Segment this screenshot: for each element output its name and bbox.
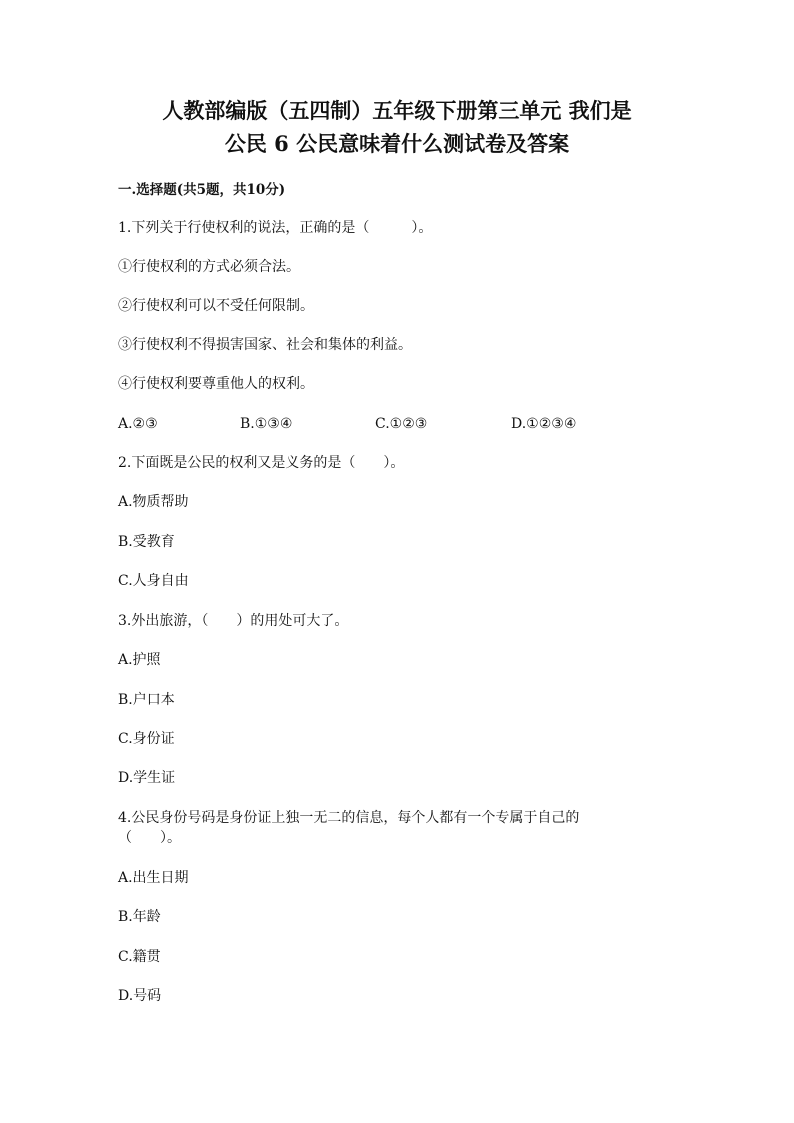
question-2-option-b[interactable]: B.受教育 — [118, 534, 175, 550]
question-4-stem-line-1: 4.公民身份号码是身份证上独一无二的信息，每个人都有一个专属于自己的 — [118, 810, 580, 826]
section-heading-multiple-choice: 一.选择题(共5题，共10分) — [118, 182, 286, 198]
question-1-statement-3: ③行使权利不得损害国家、社会和集体的利益。 — [118, 337, 412, 353]
question-3-option-b[interactable]: B.户口本 — [118, 692, 175, 708]
question-2-option-c[interactable]: C.人身自由 — [118, 573, 189, 589]
question-2-option-a[interactable]: A.物质帮助 — [118, 494, 189, 510]
question-3-option-d[interactable]: D.学生证 — [118, 770, 176, 786]
question-2-stem: 2.下面既是公民的权利又是义务的是（ ）。 — [118, 455, 405, 471]
question-1-option-b[interactable]: B.①③④ — [240, 416, 293, 432]
question-4-option-a[interactable]: A.出生日期 — [118, 870, 189, 886]
question-1-statement-2: ②行使权利可以不受任何限制。 — [118, 298, 314, 314]
question-1-option-a[interactable]: A.②③ — [118, 416, 158, 432]
question-4-stem-line-2: （ ）。 — [118, 830, 181, 846]
question-1-stem: 1.下列关于行使权利的说法，正确的是（ ）。 — [118, 220, 433, 236]
question-1-statement-1: ①行使权利的方式必须合法。 — [118, 259, 300, 275]
question-3-stem: 3.外出旅游，（ ）的用处可大了。 — [118, 613, 349, 629]
question-3-option-c[interactable]: C.身份证 — [118, 731, 175, 747]
question-1-option-c[interactable]: C.①②③ — [375, 416, 428, 432]
document-title-line-1: 人教部编版（五四制）五年级下册第三单元 我们是 — [162, 98, 632, 123]
question-4-option-d[interactable]: D.号码 — [118, 988, 162, 1004]
question-1-option-d[interactable]: D.①②③④ — [511, 416, 577, 432]
question-4-option-c[interactable]: C.籍贯 — [118, 949, 161, 965]
document-title-line-2: 公民 6 公民意味着什么测试卷及答案 — [224, 131, 570, 156]
question-3-option-a[interactable]: A.护照 — [118, 652, 161, 668]
question-4-option-b[interactable]: B.年龄 — [118, 909, 161, 925]
question-1-statement-4: ④行使权利要尊重他人的权利。 — [118, 376, 314, 392]
